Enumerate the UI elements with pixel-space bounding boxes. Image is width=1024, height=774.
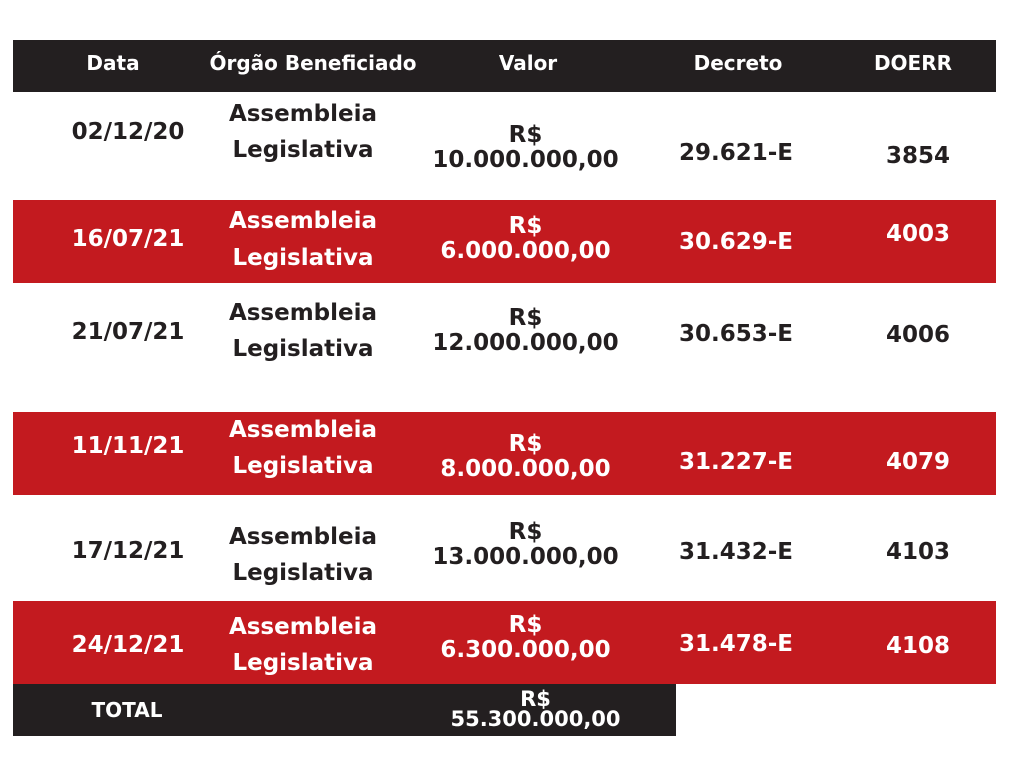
row-decreto: 31.432-E	[678, 539, 793, 565]
table-row	[13, 200, 996, 283]
row-date: 11/11/21	[71, 433, 185, 459]
header-valor: Valor	[498, 51, 558, 75]
table-row	[13, 495, 996, 601]
row-valor-currency: R$	[508, 431, 543, 457]
row-date: 21/07/21	[71, 319, 185, 345]
row-orgao-line1: Assembleia	[228, 300, 378, 326]
row-valor	[413, 306, 638, 356]
row-valor-amount: 6.300.000,00	[440, 637, 611, 663]
header-orgao: Órgão Beneficiado	[209, 51, 417, 75]
row-orgao-line2: Legislativa	[232, 137, 374, 163]
row-orgao-line2: Legislativa	[232, 453, 374, 479]
row-orgao-line1: Assembleia	[228, 417, 378, 443]
total-valor	[428, 689, 643, 729]
table-row	[13, 412, 996, 495]
row-doerr: 4108	[885, 633, 950, 659]
row-valor	[413, 214, 638, 264]
row-valor-currency: R$	[508, 612, 543, 638]
row-valor	[413, 432, 638, 482]
header-doerr: DOERR	[873, 51, 953, 75]
row-orgao-line2: Legislativa	[232, 245, 374, 271]
row-orgao-line1: Assembleia	[228, 208, 378, 234]
row-doerr: 4006	[885, 322, 950, 348]
table-row	[13, 283, 996, 412]
table-row	[13, 92, 996, 200]
row-decreto: 30.629-E	[678, 229, 793, 255]
row-valor	[413, 520, 638, 570]
row-valor-amount: 6.000.000,00	[440, 238, 611, 264]
row-valor-amount: 12.000.000,00	[432, 330, 619, 356]
row-doerr: 4079	[885, 449, 950, 475]
row-valor-amount: 10.000.000,00	[432, 147, 619, 173]
total-valor-currency: R$	[520, 687, 551, 711]
row-valor-currency: R$	[508, 519, 543, 545]
total-row	[13, 684, 676, 736]
row-orgao-line2: Legislativa	[232, 560, 374, 586]
row-date: 16/07/21	[71, 226, 185, 252]
row-decreto: 30.653-E	[678, 321, 793, 347]
row-decreto: 31.227-E	[678, 449, 793, 475]
row-date: 24/12/21	[71, 632, 185, 658]
row-date: 02/12/20	[71, 119, 185, 145]
header-data: Data	[86, 51, 140, 75]
table-header	[13, 40, 996, 92]
row-decreto: 31.478-E	[678, 631, 793, 657]
row-valor-currency: R$	[508, 305, 543, 331]
row-orgao-line2: Legislativa	[232, 336, 374, 362]
row-doerr: 4003	[885, 221, 950, 247]
total-label: TOTAL	[91, 698, 163, 722]
row-orgao-line2: Legislativa	[232, 650, 374, 676]
row-valor-amount: 13.000.000,00	[432, 544, 619, 570]
row-decreto: 29.621-E	[678, 140, 793, 166]
table-row	[13, 601, 996, 684]
row-orgao-line1: Assembleia	[228, 101, 378, 127]
row-orgao-line1: Assembleia	[228, 524, 378, 550]
row-doerr: 3854	[885, 143, 950, 169]
row-valor-currency: R$	[508, 213, 543, 239]
row-valor-currency: R$	[508, 122, 543, 148]
row-valor-amount: 8.000.000,00	[440, 456, 611, 482]
header-decreto: Decreto	[693, 51, 783, 75]
row-doerr: 4103	[885, 539, 950, 565]
row-date: 17/12/21	[71, 538, 185, 564]
total-valor-amount: 55.300.000,00	[450, 707, 621, 731]
row-orgao-line1: Assembleia	[228, 614, 378, 640]
row-valor	[413, 613, 638, 663]
row-valor	[413, 123, 638, 173]
